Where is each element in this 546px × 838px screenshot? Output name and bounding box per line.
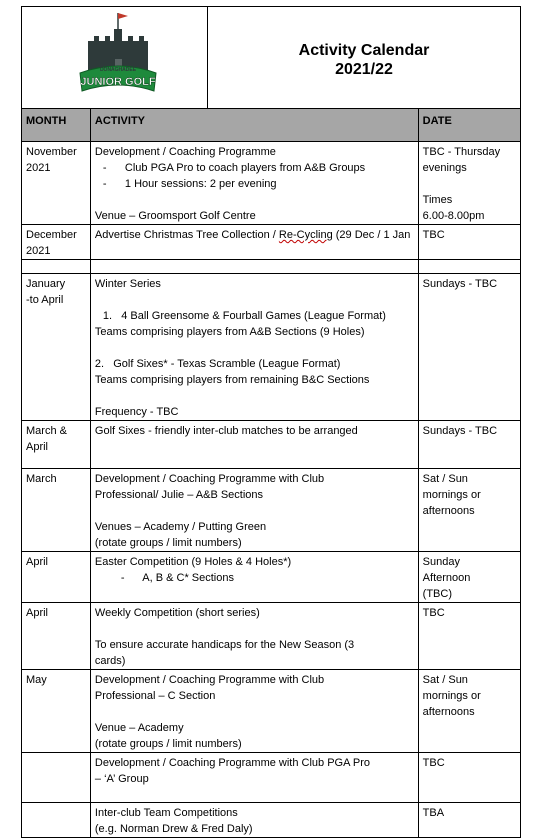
activity-table xyxy=(21,108,521,838)
table-row xyxy=(22,142,521,225)
month-cell: December 2021 xyxy=(22,225,91,260)
logo-top-text: DONAGHADEE xyxy=(99,67,137,73)
date-cell: Sat / Sun mornings or afternoons xyxy=(418,469,520,552)
month-cell: May xyxy=(22,670,91,753)
table-row xyxy=(22,753,521,803)
table-row xyxy=(22,469,521,552)
activity-cell: Golf Sixes - friendly inter-club matches to be arranged xyxy=(90,421,418,469)
table-header-row xyxy=(22,109,521,142)
logo-main-text: JUNIOR GOLF xyxy=(80,76,156,88)
activity-cell: Weekly Competition (short series) To ensure accurate handicaps for the New Season (3 cards) xyxy=(90,603,418,670)
activity-cell: Development / Coaching Programme with Club Professional – C Section Venue – Academy (rotate groups / limit numbers) xyxy=(90,670,418,753)
activity-cell: Development / Coaching Programme with Club PGA Pro – ‘A’ Group xyxy=(90,753,418,803)
month-cell: March & April xyxy=(22,421,91,469)
table-row xyxy=(22,670,521,753)
month-cell xyxy=(22,803,91,838)
date-cell: Sat / Sun mornings or afternoons xyxy=(418,670,520,753)
column-header-month: MONTH xyxy=(22,109,91,142)
date-cell: TBA xyxy=(418,803,520,838)
table-row-empty xyxy=(22,260,521,274)
month-cell: January -to April xyxy=(22,274,91,421)
table-row xyxy=(22,421,521,469)
title-cell xyxy=(208,7,521,113)
date-cell: TBC xyxy=(418,753,520,803)
activity-cell: Development / Coaching Programme with Club Professional/ Julie – A&B Sections Venues – Academy / Putting Green (rotate groups / limit numbers) xyxy=(90,469,418,552)
activity-cell: Winter Series 1. 4 Ball Greensome & Fourball Games (League Format) Teams comprising players from A&B Sections (9 Holes) 2. Golf Sixes* - Texas Scramble (League Format) Teams comprising players from remaining B&C Sections Frequency - TBC xyxy=(90,274,418,421)
date-cell: TBC - Thursday evenings Times 6.00-8.00pm xyxy=(418,142,520,225)
table-row xyxy=(22,552,521,603)
junior-golf-logo xyxy=(22,7,207,107)
date-cell: Sunday Afternoon (TBC) xyxy=(418,552,520,603)
month-cell xyxy=(22,753,91,803)
table-row xyxy=(22,603,521,670)
month-cell: November 2021 xyxy=(22,142,91,225)
month-cell: March xyxy=(22,469,91,552)
table-row xyxy=(22,274,521,421)
logo-cell xyxy=(22,7,208,113)
activity-cell: Advertise Christmas Tree Collection / Re-Cycling (29 Dec / 1 Jan xyxy=(90,225,418,260)
table-row xyxy=(22,225,521,260)
activity-cell: Easter Competition (9 Holes & 4 Holes*) - A, B & C* Sections xyxy=(90,552,418,603)
page-title: Activity Calendar xyxy=(298,41,430,59)
date-cell: Sundays - TBC xyxy=(418,274,520,421)
column-header-activity: ACTIVITY xyxy=(90,109,418,142)
page-subtitle: 2021/22 xyxy=(335,60,393,78)
column-header-date: DATE xyxy=(418,109,520,142)
date-cell: Sundays - TBC xyxy=(418,421,520,469)
activity-cell: Development / Coaching Programme - Club PGA Pro to coach players from A&B Groups - 1 Hour sessions: 2 per evening Venue – Groomsport Golf Centre xyxy=(90,142,418,225)
month-cell: April xyxy=(22,552,91,603)
activity-cell: Inter-club Team Competitions (e.g. Norman Drew & Fred Daly) xyxy=(90,803,418,838)
month-cell: April xyxy=(22,603,91,670)
header-table xyxy=(21,6,521,113)
date-cell: TBC xyxy=(418,603,520,670)
date-cell: TBC xyxy=(418,225,520,260)
table-row xyxy=(22,803,521,838)
